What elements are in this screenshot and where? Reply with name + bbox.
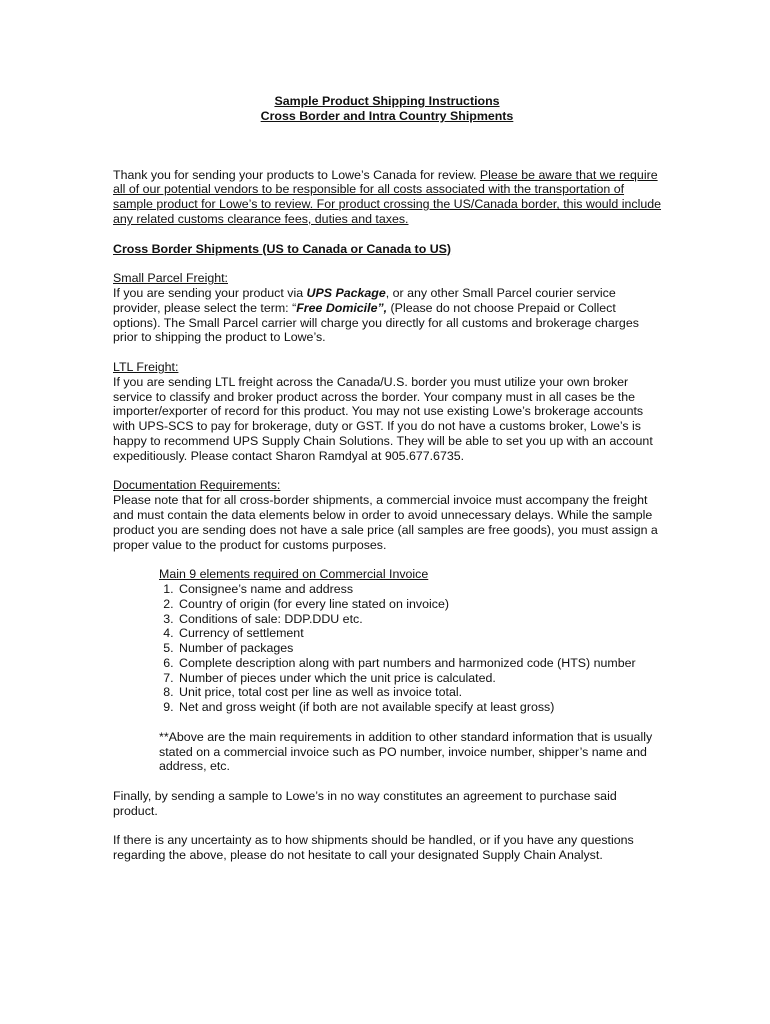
list-item: 3. Conditions of sale: DDP.DDU etc.: [177, 612, 661, 627]
elements-list: [159, 582, 661, 715]
document-body: [113, 94, 661, 863]
cross-border-heading: Cross Border Shipments (US to Canada or Canada to US): [113, 241, 452, 256]
elements-note: **Above are the main requirements in addition to other standard information that is usually stated on a commercial invoice such as PO number, invoice number, shipper’s name and address, etc.: [159, 729, 653, 774]
finally-paragraph: Finally, by sending a sample to Lowe’s in no way constitutes an agreement to purchase said product.: [113, 789, 617, 818]
list-item: 8. Unit price, total cost per line as well as invoice total.: [177, 685, 661, 700]
ups-package-term: UPS Package: [306, 285, 386, 300]
closing-paragraph: If there is any uncertainty as to how shipments should be handled, or if you have any questions regarding the above, please do not hesitate to call your designated Supply Chain Analyst.: [113, 833, 634, 863]
list-item: 6. Complete description along with part numbers and harmonized code (HTS) number: [177, 656, 661, 671]
documentation-heading: Documentation Requirements:: [113, 478, 281, 493]
list-item: 2. Country of origin (for every line stated on invoice): [177, 597, 661, 612]
list-item: 5. Number of packages: [177, 641, 661, 656]
ltl-paragraph: If you are sending LTL freight across the Canada/U.S. border you must utilize your own broker service to classify and broker product across the border. Your company must in all cases be the importer/exporter of record for this product. You may not use existing Lowe’s brokerage accounts with UPS-SCS to pay for brokerage, duty or GST. If you do not have a customs broker, Lowe’s is happy to recommend UPS Supply Chain Solutions. They will be able to set you up with an account expeditiously. Please contact Sharon Ramdyal at 905.677.6735.: [113, 374, 653, 463]
list-item: 1. Consignee’s name and address: [177, 582, 661, 597]
list-item: 9. Net and gross weight (if both are not available specify at least gross): [177, 700, 661, 715]
small-parcel-part3: (Please do not choose Prepaid or Collect options). The Small Parcel carrier will charge you directly for all customs and brokerage charges prior to shipping the product to Lowe’s.: [113, 300, 639, 345]
list-item: 4. Currency of settlement: [177, 626, 661, 641]
title-line-2: Cross Border and Intra Country Shipments: [260, 108, 514, 123]
title-line-1: Sample Product Shipping Instructions: [274, 94, 500, 108]
small-parcel-part2: , or any other Small Parcel courier service provider, please select the term: “: [113, 285, 616, 315]
intro-underlined: Please be aware that we require all of our potential vendors to be responsible for all costs associated with the transportation of sample product for Lowe’s to review. For product crossing the US/Canada border, this would include any related customs clearance fees, duties and taxes.: [113, 167, 662, 226]
free-domicile-term: Free Domicile”,: [296, 300, 388, 315]
documentation-paragraph: Please note that for all cross-border shipments, a commercial invoice must accompany the freight and must contain the data elements below in order to avoid unnecessary delays. While the sample product you are sending does not have a sale price (all samples are free goods), you must assign a proper value to the product for customs purposes.: [113, 493, 658, 552]
small-parcel-heading: Small Parcel Freight:: [113, 271, 228, 286]
ltl-heading: LTL Freight:: [113, 359, 179, 374]
list-item: 7. Number of pieces under which the unit price is calculated.: [177, 671, 661, 686]
intro-paragraph: [113, 168, 661, 227]
small-parcel-paragraph: [113, 286, 661, 345]
intro-plain: Thank you for sending your products to Lowe’s Canada for review.: [113, 167, 480, 182]
elements-heading: Main 9 elements required on Commercial Invoice: [159, 567, 429, 582]
small-parcel-part1: If you are sending your product via: [113, 285, 307, 300]
